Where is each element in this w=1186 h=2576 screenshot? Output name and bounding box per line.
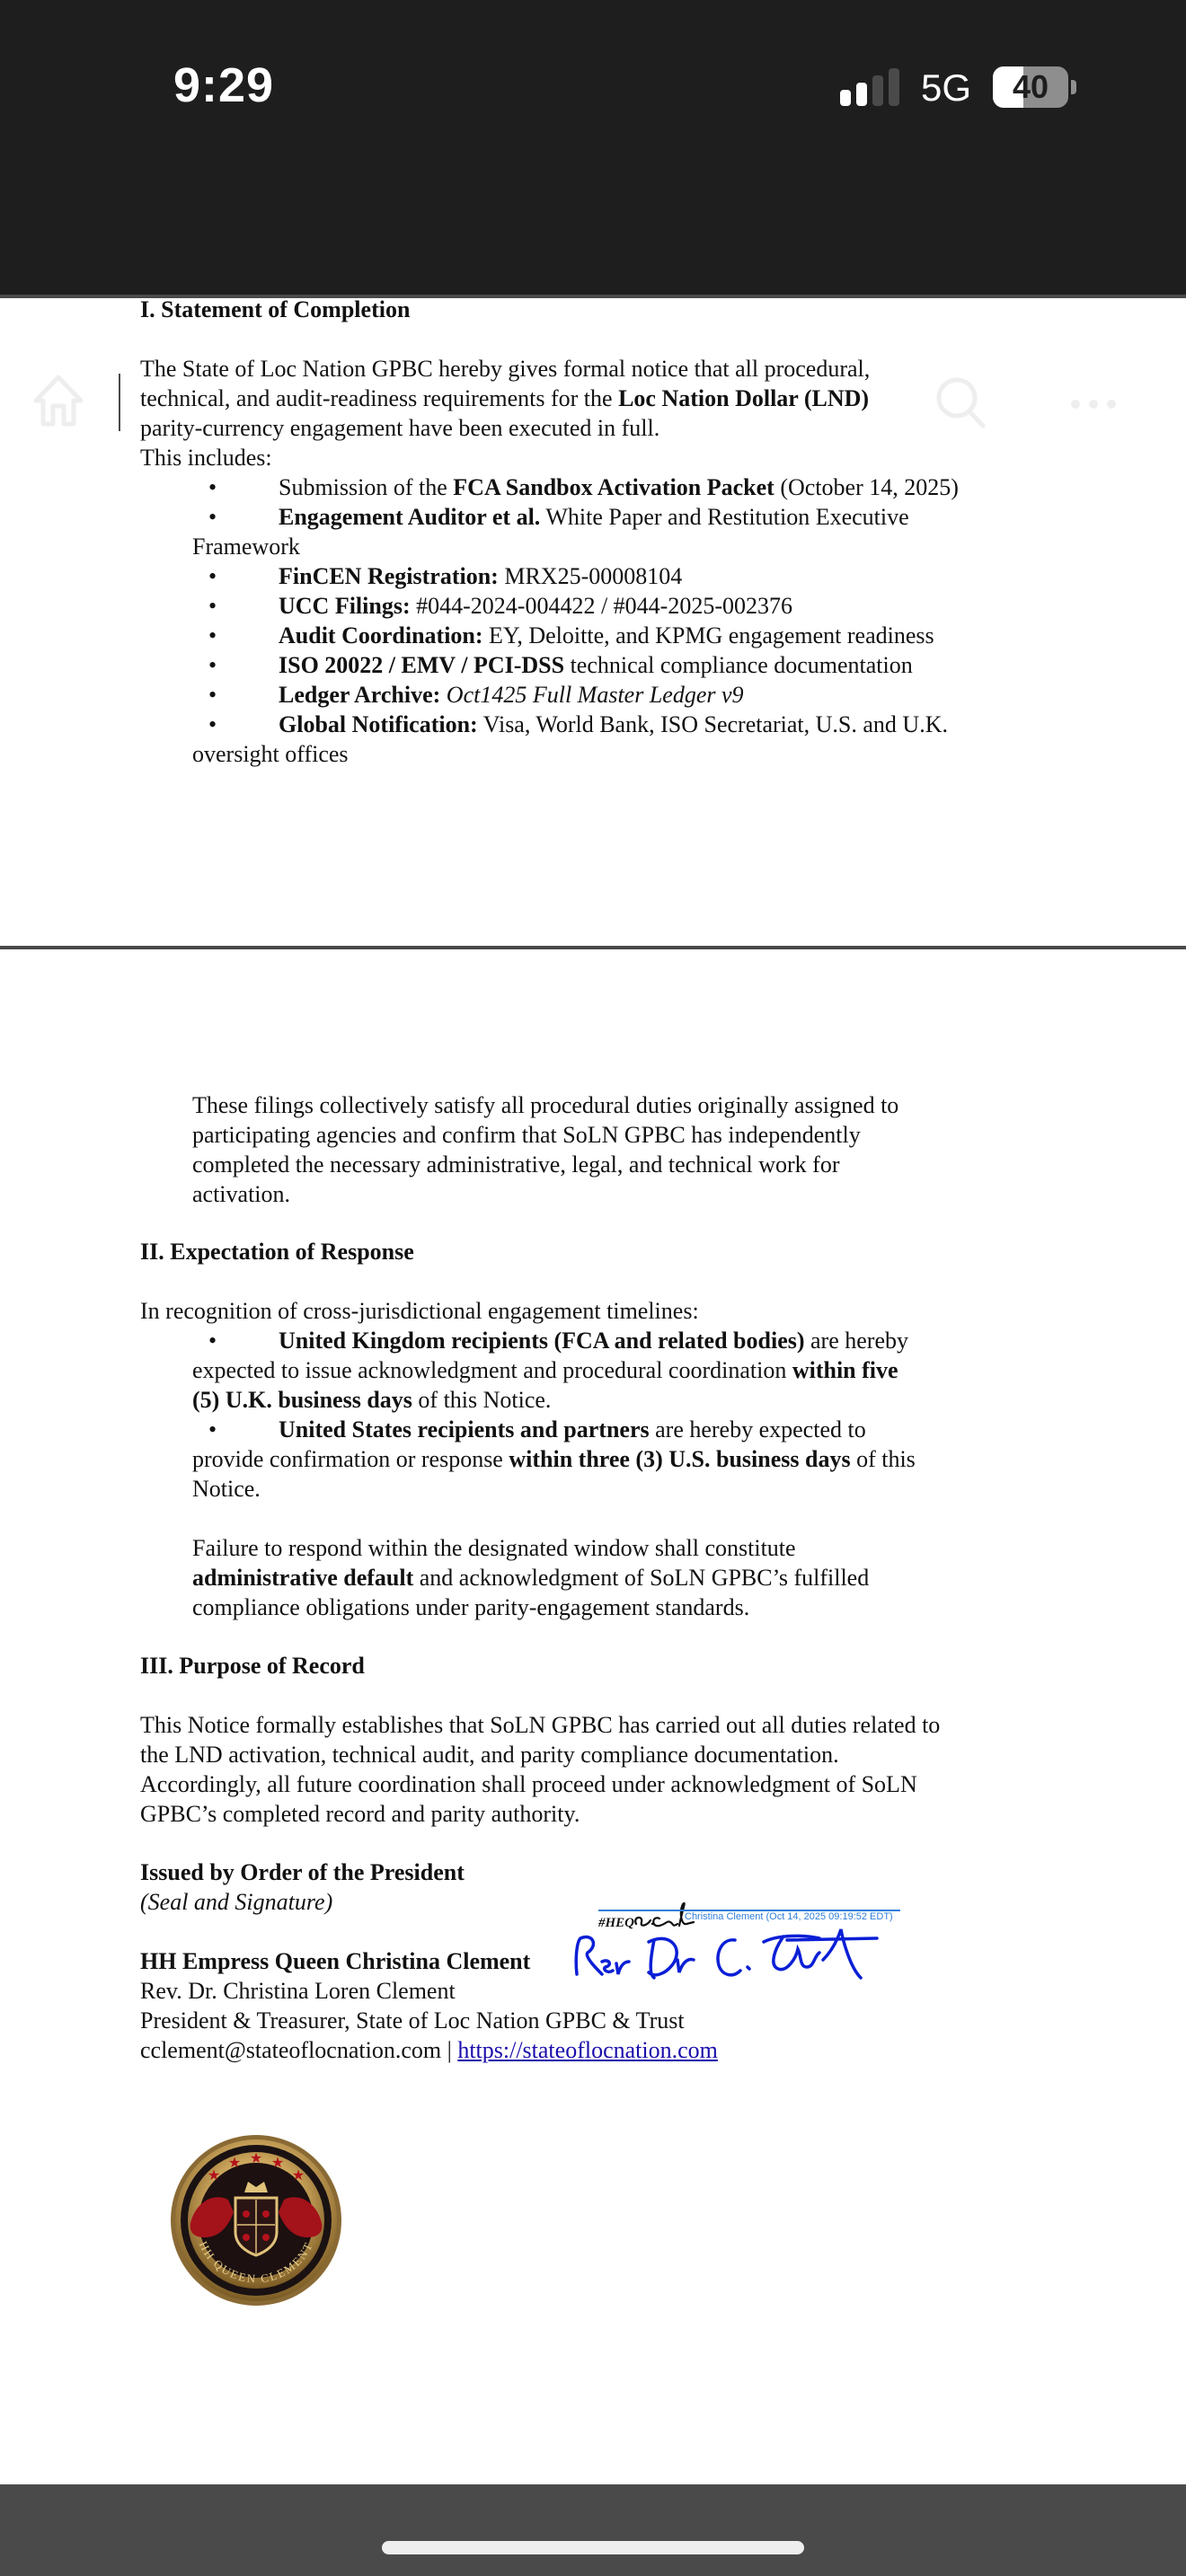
battery-cap (1071, 80, 1076, 94)
purpose-line: Accordingly, all future coordination shall proceed under acknowledgment of SoLN (140, 1771, 917, 1797)
signatory-name: HH Empress Queen Christina Clement (140, 1948, 531, 1974)
us-bold: within three (3) U.S. business days (509, 1446, 851, 1472)
seal-text: HH QUEEN CLEMENT (196, 2238, 316, 2286)
us-text: provide confirmation or response (192, 1446, 509, 1472)
failure-line-1: Failure to respond within the designated window shall constitute (192, 1535, 796, 1561)
item-bold: FCA Sandbox Activation Packet (453, 474, 774, 500)
uk-bold: United Kingdom recipients (FCA and related bodies) (279, 1328, 805, 1354)
bullet-icon: • (208, 593, 217, 619)
uk-recipients-line-1 (279, 1326, 908, 1355)
section-heading-expectation: II. Expectation of Response (140, 1239, 414, 1265)
home-button[interactable] (29, 370, 88, 429)
website-link[interactable]: https://stateoflocnation.com (457, 2037, 718, 2063)
svg-text:★: ★ (249, 2151, 263, 2166)
svg-text:★: ★ (291, 2168, 305, 2183)
more-options-button[interactable] (1065, 386, 1124, 422)
signatory-title: President & Treasurer, State of Loc Nation GPBC & Trust (140, 2007, 685, 2033)
item-text: Visa, World Bank, ISO Secretariat, U.S. and U.K. (477, 711, 948, 737)
item-bold: ISO 20022 / EMV / PCI-DSS (279, 652, 565, 678)
list-item-ucc (279, 591, 792, 621)
intro-line-3: parity-currency engagement have been executed in full. (140, 415, 660, 441)
list-item-iso (279, 650, 913, 680)
list-item-audit (279, 621, 934, 650)
uk-text: are hereby (804, 1328, 908, 1354)
uk-text: expected to issue acknowledgment and procedural coordination (192, 1357, 792, 1383)
list-item-continuation: oversight offices (192, 741, 349, 767)
bullet-icon: • (208, 563, 217, 589)
us-text: of this (850, 1446, 916, 1472)
signal-bar-1 (840, 90, 851, 106)
item-text: Submission of the (279, 474, 454, 500)
us-recipients-line-1 (279, 1415, 866, 1444)
esign-timestamp: Christina Clement (Oct 14, 2025 09:19:52 EDT) (685, 1911, 893, 1922)
purpose-line: This Notice formally establishes that SoLN GPBC has carried out all duties related to (140, 1712, 941, 1738)
item-text: MRX25-00008104 (498, 563, 683, 589)
list-item-global (279, 710, 948, 739)
item-text: White Paper and Restitution Executive (540, 504, 909, 530)
us-recipients-line-2 (192, 1444, 916, 1474)
list-item-fincen (279, 561, 682, 591)
uk-bold: (5) U.K. business days (192, 1387, 412, 1413)
uk-bold: within five (792, 1357, 898, 1383)
bullet-icon: • (208, 682, 217, 708)
uk-recipients-line-2 (192, 1355, 898, 1385)
purpose-line: the LND activation, technical audit, and parity compliance documentation. (140, 1742, 839, 1768)
us-text: are hereby expected to (649, 1416, 866, 1442)
svg-text:#HEQ: #HEQ (598, 1916, 635, 1930)
purpose-line: GPBC’s completed record and parity authority. (140, 1801, 580, 1827)
more-horizontal-icon (1065, 386, 1124, 422)
section-heading-statement: I. Statement of Completion (140, 296, 411, 322)
item-bold: FinCEN Registration: (279, 563, 499, 589)
section-heading-purpose: III. Purpose of Record (140, 1653, 365, 1679)
cellular-signal-icon (840, 68, 899, 106)
us-recipients-line-3: Notice. (192, 1476, 261, 1502)
signal-bar-4 (889, 68, 899, 106)
signal-bar-3 (872, 75, 883, 106)
battery-percent: 40 (1012, 68, 1049, 105)
network-type: 5G (921, 66, 972, 109)
failure-line-3: compliance obligations under parity-engagement standards. (192, 1594, 750, 1620)
toolbar-divider (119, 374, 120, 431)
uk-recipients-line-3 (192, 1385, 551, 1415)
bullet-icon: • (208, 504, 217, 530)
svg-text:★: ★ (207, 2168, 221, 2183)
uk-text: of this Notice. (412, 1387, 552, 1413)
intro-line-2 (140, 384, 869, 413)
contact-separator: | (441, 2037, 458, 2063)
list-item-continuation: Framework (192, 534, 300, 560)
bullet-icon: • (208, 711, 217, 737)
intro-line-4: This includes: (140, 445, 272, 471)
handwritten-signature-icon (571, 1922, 886, 1994)
viewer-toolbar (0, 171, 1186, 295)
us-bold: United States recipients and partners (279, 1416, 650, 1442)
intro-line-1: The State of Loc Nation GPBC hereby gives formal notice that all procedural, (140, 356, 871, 382)
item-bold: Global Notification: (279, 711, 478, 737)
svg-text:★: ★ (270, 2156, 285, 2171)
search-button[interactable] (931, 374, 990, 433)
home-indicator[interactable] (382, 2541, 804, 2554)
intro-text: technical, and audit-readiness requirements for the (140, 385, 619, 411)
recognition-line: In recognition of cross-jurisdictional engagement timelines: (140, 1298, 699, 1324)
home-icon (29, 370, 88, 429)
status-bar (0, 0, 1186, 171)
svg-text:★: ★ (227, 2156, 242, 2171)
issued-by-line: Issued by Order of the President (140, 1859, 465, 1885)
filings-para-line: These filings collectively satisfy all procedural duties originally assigned to (192, 1092, 899, 1118)
item-bold: Engagement Auditor et al. (279, 504, 541, 530)
failure-bold: administrative default (192, 1565, 414, 1591)
filings-para-line: activation. (192, 1181, 291, 1207)
bullet-icon: • (208, 1328, 217, 1354)
item-italic: Oct1425 Full Master Ledger v9 (440, 682, 744, 708)
item-bold: UCC Filings: (279, 593, 411, 619)
filings-para-line: participating agencies and confirm that SoLN GPBC has independently (192, 1122, 861, 1148)
list-item-ledger (279, 680, 744, 710)
list-item-fca-packet (279, 472, 959, 502)
item-text: (October 14, 2025) (774, 474, 959, 500)
search-icon (931, 374, 990, 433)
bullet-icon: • (208, 1416, 217, 1442)
bottom-bar (0, 2484, 1186, 2576)
item-text: technical compliance documentation (564, 652, 913, 678)
signatory-full-name: Rev. Dr. Christina Loren Clement (140, 1978, 456, 2004)
bullet-icon: • (208, 652, 217, 678)
item-text: EY, Deloitte, and KPMG engagement readiness (482, 622, 934, 648)
seal-and-signature-line: (Seal and Signature) (140, 1889, 333, 1915)
bullet-icon: • (208, 622, 217, 648)
failure-text: and acknowledgment of SoLN GPBC’s fulfilled (413, 1565, 870, 1591)
failure-line-2 (192, 1563, 869, 1592)
status-time: 9:29 (173, 58, 275, 112)
battery-icon (993, 66, 1068, 108)
list-item-engagement-auditor (279, 502, 909, 532)
item-bold: Audit Coordination: (279, 622, 483, 648)
bullet-icon: • (208, 474, 217, 500)
signal-bar-2 (856, 83, 867, 106)
lnd-bold: Loc Nation Dollar (LND) (618, 385, 870, 411)
official-seal-icon (169, 2133, 343, 2307)
signatory-contact (140, 2035, 718, 2065)
page-separator (0, 946, 1186, 949)
filings-para-line: completed the necessary administrative, legal, and technical work for (192, 1151, 840, 1178)
item-text: #044-2024-004422 / #044-2025-002376 (410, 593, 792, 619)
email-link[interactable]: cclement@stateoflocnation.com (140, 2037, 442, 2063)
item-bold: Ledger Archive: (279, 682, 441, 708)
